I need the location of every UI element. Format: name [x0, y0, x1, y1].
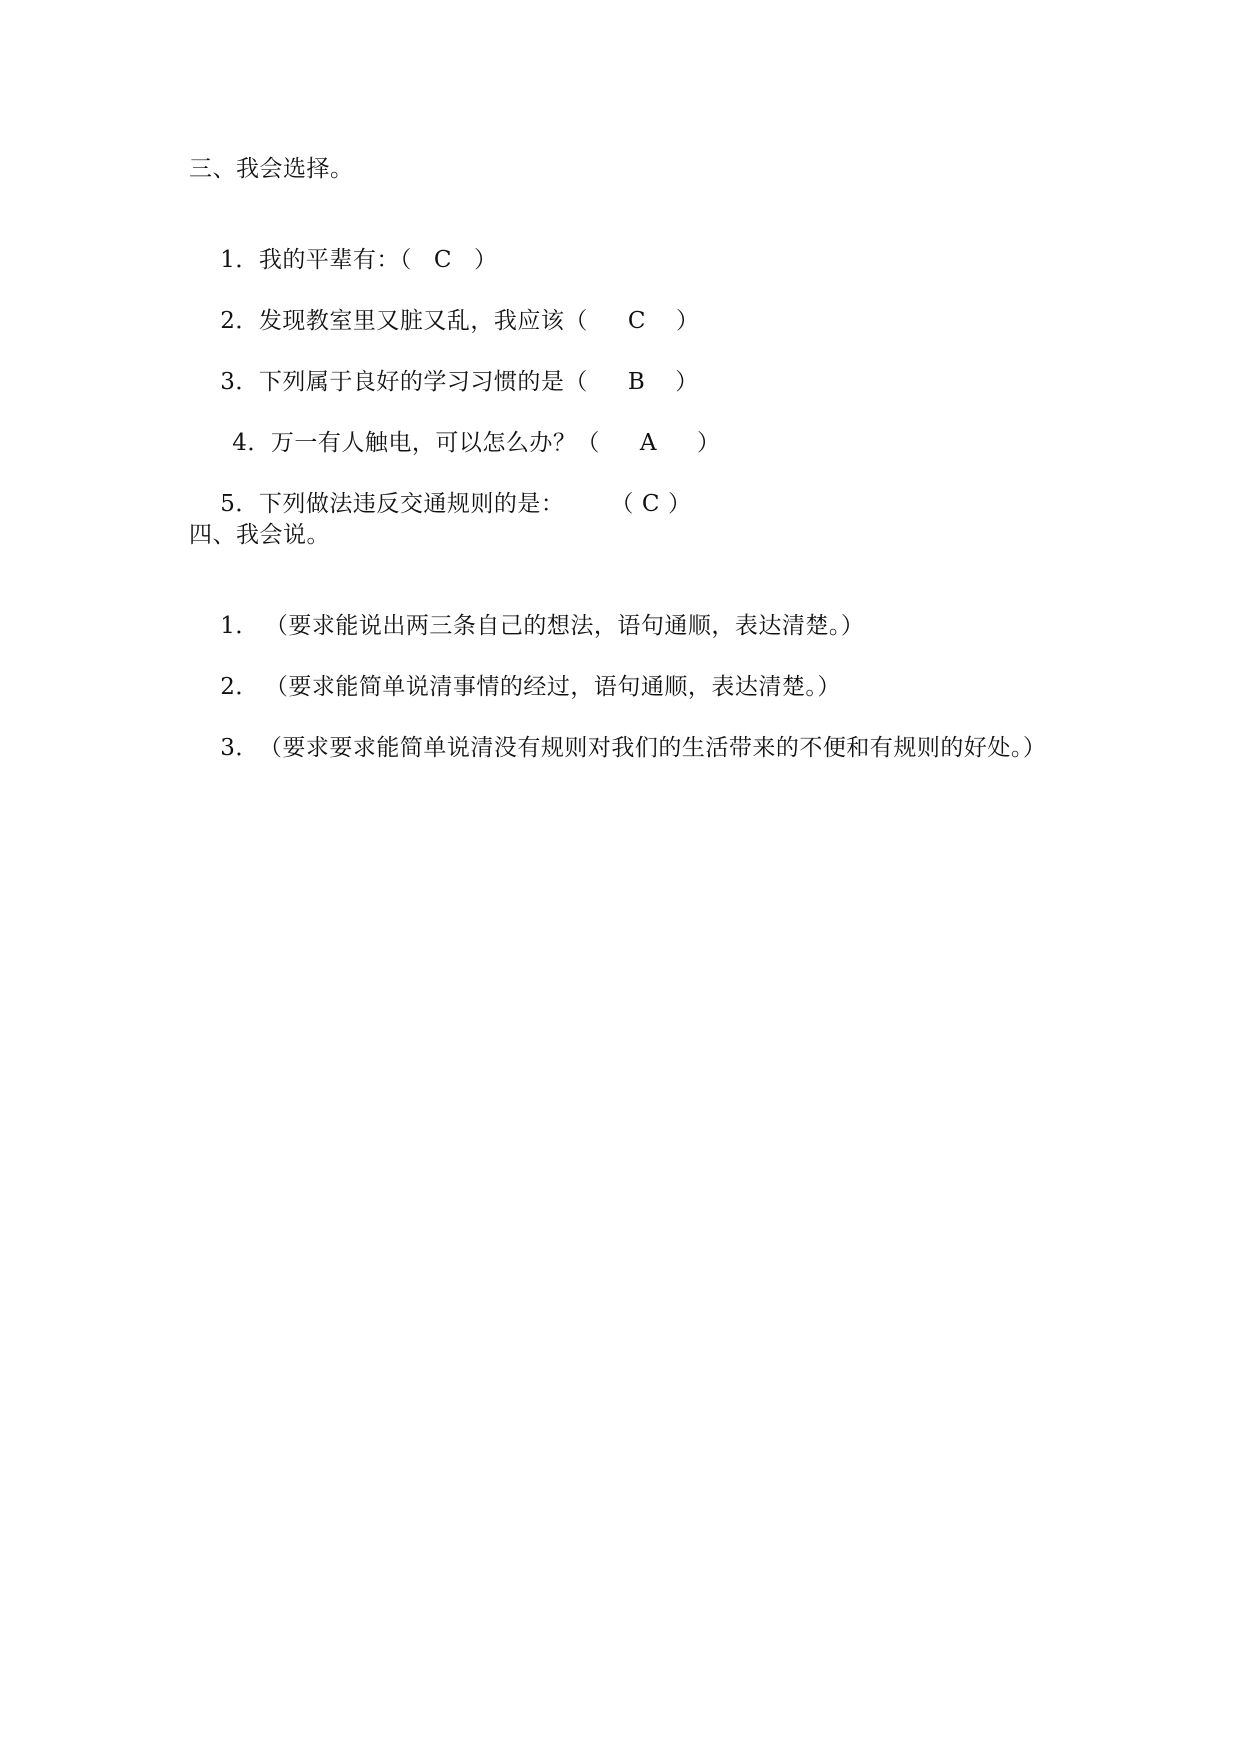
close-paren: ） — [676, 308, 700, 334]
question-text: 下列做法违反交通规则的是： — [258, 491, 565, 517]
section-4-heading: 四、我会说。 — [189, 522, 330, 548]
answer-letter: C — [641, 491, 660, 517]
question-text: 发现教室里又脏又乱，我应该（ — [258, 308, 588, 334]
item-text: （要求要求能简单说清没有规则对我们的生活带来的不便和有规则的好处。） — [258, 735, 1047, 761]
question-text: 我的平辈有：（ — [258, 247, 412, 273]
item-text: （要求能简单说清事情的经过，语句通顺，表达清楚。） — [264, 674, 841, 700]
item-number: 2． — [220, 674, 259, 700]
answer-item — [189, 703, 1046, 793]
section-3-heading: 三、我会选择。 — [189, 156, 354, 182]
question-number: 3． — [220, 369, 259, 395]
question-number: 2． — [220, 308, 259, 334]
item-number: 3． — [220, 735, 259, 761]
close-paren: ） — [675, 369, 699, 395]
close-paren: ） — [697, 430, 721, 456]
close-paren: ） — [474, 247, 498, 273]
question-number: 4． — [232, 430, 271, 456]
answer-letter: C — [627, 308, 646, 334]
question-text: 万一有人触电，可以怎么办？（ — [270, 430, 600, 456]
question-number: 1． — [220, 247, 259, 273]
answer-letter: A — [639, 430, 658, 456]
close-paren: ） — [668, 491, 692, 517]
item-text: （要求能说出两三条自己的想法，语句通顺，表达清楚。） — [264, 613, 865, 639]
open-paren: （ — [610, 491, 634, 517]
item-number: 1． — [220, 613, 259, 639]
answer-letter: C — [433, 247, 452, 273]
question-text: 下列属于良好的学习习惯的是（ — [258, 369, 588, 395]
answer-letter: B — [627, 369, 646, 395]
question-number: 5． — [220, 491, 259, 517]
